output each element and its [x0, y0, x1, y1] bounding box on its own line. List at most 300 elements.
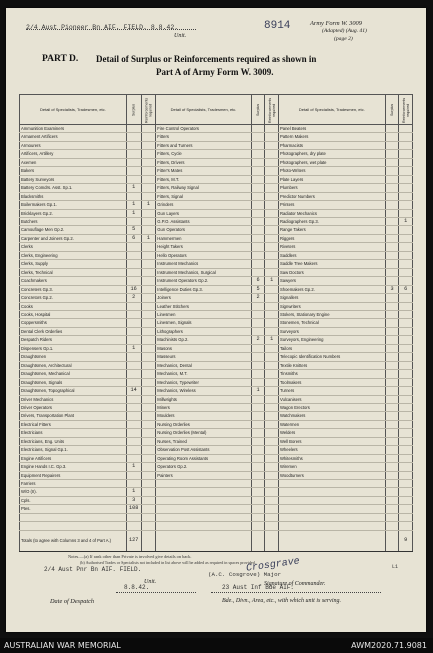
- surplus-cell: [385, 251, 399, 259]
- detail-cell: Printers: [278, 201, 385, 209]
- reinf-cell: [265, 496, 279, 504]
- reinf-cell: [399, 184, 413, 192]
- detail-cell: Radiographers Gp.3.: [278, 217, 385, 225]
- reinf-cell: 1: [399, 217, 413, 225]
- corner-mark: L1: [392, 564, 399, 570]
- detail-cell: Ammunition Examiners: [20, 125, 127, 133]
- surplus-cell: [126, 260, 141, 268]
- detail-cell: Vulcanisers: [278, 395, 385, 403]
- detail-cell: Predictor Numbers: [278, 192, 385, 200]
- reinf-cell: [141, 395, 156, 403]
- part-title-line1: Detail of Surplus or Reinforcements required as shown in: [96, 54, 317, 64]
- table-row: [20, 234, 413, 242]
- handwritten-signature: Crosgrave: [245, 556, 301, 575]
- surplus-cell: [251, 302, 265, 310]
- reinf-cell: [141, 463, 156, 471]
- surplus-cell: [126, 446, 141, 454]
- detail-cell: Wagon Erectors: [278, 403, 385, 411]
- surplus-cell: [251, 403, 265, 411]
- surplus-cell: [385, 454, 399, 462]
- surplus-cell: [385, 302, 399, 310]
- surplus-cell: [385, 184, 399, 192]
- date-dotted-line: [116, 592, 196, 593]
- surplus-cell: [126, 378, 141, 386]
- detail-cell: Draughtsmen, Architectural: [20, 361, 127, 369]
- reinf-cell: [265, 454, 279, 462]
- surplus-cell: [385, 361, 399, 369]
- table-row: [20, 370, 413, 378]
- reinf-cell: [399, 133, 413, 141]
- table-row: [20, 251, 413, 259]
- reinf-cell: [141, 387, 156, 395]
- note-a: Notes.—(a) If rank other than Private is involved give details on back.: [68, 554, 192, 559]
- surplus-cell: 108: [126, 505, 141, 513]
- surplus-cell: [385, 420, 399, 428]
- detail-cell: Woodturners: [278, 471, 385, 479]
- reinf-cell: [399, 234, 413, 242]
- reinf-cell: [265, 192, 279, 200]
- detail-cell: Signallers: [278, 294, 385, 302]
- detail-cell: Electricians, Signal Gp.1.: [20, 446, 127, 454]
- detail-cell: Moulders: [156, 412, 251, 420]
- detail-cell: Axemen: [20, 158, 127, 166]
- table-row: [20, 446, 413, 454]
- reinf-cell: [399, 378, 413, 386]
- reinf-cell: [265, 302, 279, 310]
- detail-cell: Coachmakers: [20, 277, 127, 285]
- surplus-cell: [126, 403, 141, 411]
- surplus-cell: [251, 175, 265, 183]
- reinf-cell: [141, 336, 156, 344]
- table-row: [20, 184, 413, 192]
- detail-cell: Surveyors, Engineering: [278, 336, 385, 344]
- table-row: [20, 141, 413, 149]
- reinf-cell: [399, 429, 413, 437]
- detail-cell: Clerks, Technical: [20, 268, 127, 276]
- surplus-cell: 16: [126, 285, 141, 293]
- detail-cell: Textile Knitters: [278, 361, 385, 369]
- detail-cell: [156, 505, 251, 513]
- surplus-cell: [251, 327, 265, 335]
- reinf-cell: [399, 403, 413, 411]
- surplus-cell: [251, 378, 265, 386]
- detail-cell: Battery Comdrs. Asst. Sp.1.: [20, 184, 127, 192]
- surplus-cell: [251, 412, 265, 420]
- table-row: [20, 378, 413, 386]
- surplus-cell: 1: [126, 201, 141, 209]
- surplus-cell: [385, 141, 399, 149]
- surplus-cell: [251, 505, 265, 513]
- reinf-cell: [265, 209, 279, 217]
- detail-cell: Cooks, Hospital: [20, 310, 127, 318]
- surplus-cell: [251, 226, 265, 234]
- surplus-cell: [251, 496, 265, 504]
- reinf-cell: [399, 395, 413, 403]
- reinf-cell: [141, 327, 156, 335]
- detail-cell: Armament Artificers: [20, 133, 127, 141]
- surplus-cell: [385, 209, 399, 217]
- detail-cell: Linesmen: [156, 310, 251, 318]
- surplus-cell: [385, 158, 399, 166]
- detail-cell: Millwrights: [156, 395, 251, 403]
- surplus-cell: [385, 319, 399, 327]
- detail-cell: Battery Surveyors: [20, 175, 127, 183]
- detail-cell: Painters: [156, 471, 251, 479]
- specialists-table: [19, 94, 413, 552]
- surplus-cell: 1: [126, 209, 141, 217]
- reinf-cell: [265, 260, 279, 268]
- reinf-cell: 1: [265, 277, 279, 285]
- reinf-cell: [265, 370, 279, 378]
- reinf-cell: [141, 125, 156, 133]
- table-row: [20, 243, 413, 251]
- reinf-cell: [399, 319, 413, 327]
- reinf-cell: [399, 251, 413, 259]
- detail-cell: Clerks, Supply: [20, 260, 127, 268]
- surplus-cell: [126, 133, 141, 141]
- surplus-cell: [251, 370, 265, 378]
- detail-cell: Radiator Mechanics: [278, 209, 385, 217]
- reinf-cell: [399, 463, 413, 471]
- table-row: [20, 201, 413, 209]
- col-header-detail-2: Detail of Specialists, Tradesmen, etc.: [156, 95, 251, 125]
- surplus-cell: [251, 133, 265, 141]
- reinf-cell: [141, 294, 156, 302]
- reinf-cell: [141, 268, 156, 276]
- surplus-cell: [251, 454, 265, 462]
- detail-cell: Toolmakers: [278, 378, 385, 386]
- col-header-reinf-3: Reinforcements required: [399, 95, 413, 125]
- surplus-cell: [385, 378, 399, 386]
- surplus-cell: [251, 150, 265, 158]
- surplus-cell: [385, 446, 399, 454]
- detail-cell: Well Borers: [278, 437, 385, 445]
- detail-cell: Intelligence Duties Gp.3.: [156, 285, 251, 293]
- reinf-cell: [399, 454, 413, 462]
- detail-cell: [278, 505, 385, 513]
- detail-cell: Instrument Mechanics: [156, 260, 251, 268]
- surplus-cell: [385, 353, 399, 361]
- table-row: [20, 167, 413, 175]
- surplus-cell: [251, 268, 265, 276]
- detail-cell: Boilermakers Gp.1.: [20, 201, 127, 209]
- col-header-detail-3: Detail of Specialists, Tradesmen, etc.: [278, 95, 385, 125]
- archive-id: AWM2020.71.9081: [351, 641, 427, 650]
- archive-name: AUSTRALIAN WAR MEMORIAL: [4, 641, 121, 650]
- reinf-cell: [265, 378, 279, 386]
- detail-cell: [278, 488, 385, 496]
- detail-cell: Drivers, Transportation Plant: [20, 412, 127, 420]
- detail-cell: Fitter's Mates: [156, 167, 251, 175]
- reinf-cell: [265, 285, 279, 293]
- surplus-cell: 3: [385, 285, 399, 293]
- table-row: [20, 125, 413, 133]
- reinf-cell: [265, 201, 279, 209]
- detail-cell: Pattern Makers: [278, 133, 385, 141]
- reinf-cell: [141, 209, 156, 217]
- surplus-cell: [126, 150, 141, 158]
- reinf-cell: [141, 370, 156, 378]
- detail-cell: Nursing Orderlies (Mental): [156, 429, 251, 437]
- table-row: [20, 277, 413, 285]
- detail-cell: Saddlers: [278, 251, 385, 259]
- detail-cell: G.P.O. Assistants: [156, 217, 251, 225]
- detail-cell: Height Takers: [156, 243, 251, 251]
- surplus-cell: [385, 268, 399, 276]
- detail-cell: Concretors Gp.2.: [20, 294, 127, 302]
- reinf-cell: [265, 150, 279, 158]
- surplus-cell: [126, 336, 141, 344]
- detail-cell: Draughtsmen: [20, 353, 127, 361]
- detail-cell: Concreters Gp.3.: [20, 285, 127, 293]
- reinf-cell: [399, 370, 413, 378]
- detail-cell: Mechanics, Typewriter: [156, 378, 251, 386]
- detail-cell: Instrument Operators Gp.2.: [156, 277, 251, 285]
- surplus-cell: [385, 480, 399, 488]
- surplus-cell: [126, 480, 141, 488]
- reinf-cell: [141, 437, 156, 445]
- detail-cell: Despatch Riders: [20, 336, 127, 344]
- table-row: [20, 158, 413, 166]
- table-row: [20, 336, 413, 344]
- detail-cell: Draughtsmen, Topographical: [20, 387, 127, 395]
- detail-cell: Fitters, Railway Signal: [156, 184, 251, 192]
- reinf-cell: [399, 277, 413, 285]
- detail-cell: Stonemen, Technical: [278, 319, 385, 327]
- detail-cell: Stokers, Stationary Engine: [278, 310, 385, 318]
- reinf-cell: [265, 344, 279, 352]
- surplus-cell: [385, 150, 399, 158]
- surplus-cell: [126, 327, 141, 335]
- reinf-cell: [141, 454, 156, 462]
- reinf-cell: [399, 243, 413, 251]
- detail-cell: Carpenter and Joiners Gp.2.: [20, 234, 127, 242]
- surplus-cell: [385, 167, 399, 175]
- unit-label-2: Unit.: [144, 579, 157, 585]
- surplus-cell: [385, 471, 399, 479]
- surplus-cell: [385, 226, 399, 234]
- detail-cell: Saddle Tree Makers: [278, 260, 385, 268]
- detail-cell: Tinsmiths: [278, 370, 385, 378]
- reinf-cell: [265, 175, 279, 183]
- surplus-cell: [385, 488, 399, 496]
- surplus-cell: 14: [126, 387, 141, 395]
- table-row: [20, 412, 413, 420]
- surplus-cell: [251, 251, 265, 259]
- surplus-cell: [126, 192, 141, 200]
- table-row: [20, 310, 413, 318]
- detail-cell: Machinists Gp.2.: [156, 336, 251, 344]
- reinf-cell: [141, 496, 156, 504]
- reinf-cell: [399, 150, 413, 158]
- reinf-cell: [399, 302, 413, 310]
- reinf-cell: 1: [265, 336, 279, 344]
- signature-title: (A.C. Cosgrove) Major: [208, 571, 282, 578]
- surplus-cell: 5: [251, 285, 265, 293]
- detail-cell: Mechanics, M.T.: [156, 370, 251, 378]
- reinf-cell: [399, 496, 413, 504]
- typed-unit-line-2: 2/4 Aust Pnr Bn AIF. FIELD.: [44, 566, 142, 573]
- total-surplus: 127: [126, 530, 141, 551]
- surplus-cell: [385, 260, 399, 268]
- detail-cell: [156, 488, 251, 496]
- reinf-cell: [399, 480, 413, 488]
- reinf-cell: [399, 226, 413, 234]
- detail-cell: Welders: [278, 429, 385, 437]
- detail-cell: Equipment Repairers: [20, 471, 127, 479]
- surplus-cell: [385, 505, 399, 513]
- surplus-cell: [251, 437, 265, 445]
- detail-cell: Cooks: [20, 302, 127, 310]
- detail-cell: Plate Layers: [278, 175, 385, 183]
- reinf-cell: [141, 361, 156, 369]
- detail-cell: Fitters: [156, 133, 251, 141]
- reinf-cell: [399, 260, 413, 268]
- detail-cell: Operating Room Assistants: [156, 454, 251, 462]
- detail-cell: Fitters and Turners: [156, 141, 251, 149]
- reinf-cell: [265, 217, 279, 225]
- date-of-despatch-label: Date of Despatch: [50, 598, 95, 605]
- surplus-cell: [251, 471, 265, 479]
- detail-cell: Saw Doctors: [278, 268, 385, 276]
- detail-cell: Butchers: [20, 217, 127, 225]
- reinf-cell: [141, 344, 156, 352]
- reinf-cell: [265, 429, 279, 437]
- detail-cell: Ptes.: [20, 505, 127, 513]
- detail-cell: Linesmen, Signals: [156, 319, 251, 327]
- table-row: [20, 454, 413, 462]
- table-row: [20, 496, 413, 504]
- surplus-cell: [251, 446, 265, 454]
- col-header-reinf-2: Reinforcements required: [265, 95, 279, 125]
- detail-cell: Bakers: [20, 167, 127, 175]
- reinf-cell: [265, 234, 279, 242]
- reinf-cell: [265, 361, 279, 369]
- bde-label: Bde., Divn., Area, etc., with which unit is serving.: [222, 598, 341, 604]
- surplus-cell: [385, 387, 399, 395]
- reinf-cell: [141, 353, 156, 361]
- reinf-cell: [265, 294, 279, 302]
- detail-cell: Electricians, Eng. Units: [20, 437, 127, 445]
- reinf-cell: [141, 446, 156, 454]
- surplus-cell: [251, 234, 265, 242]
- surplus-cell: [251, 395, 265, 403]
- detail-cell: Telecopic Identification Numbers: [278, 353, 385, 361]
- detail-cell: Surveyors: [278, 327, 385, 335]
- detail-cell: Armourers: [20, 141, 127, 149]
- detail-cell: Hello Operators: [156, 251, 251, 259]
- table-row: [20, 260, 413, 268]
- surplus-cell: [251, 192, 265, 200]
- reinf-cell: [399, 125, 413, 133]
- table-row: [20, 480, 413, 488]
- table-row: [20, 505, 413, 513]
- table-row: [20, 420, 413, 428]
- surplus-cell: [126, 310, 141, 318]
- reinf-cell: [399, 446, 413, 454]
- surplus-cell: [126, 429, 141, 437]
- surplus-cell: [126, 302, 141, 310]
- surplus-cell: [251, 420, 265, 428]
- reinf-cell: [265, 420, 279, 428]
- table-row: [20, 344, 413, 352]
- table-row: [20, 387, 413, 395]
- detail-cell: W/O (II).: [20, 488, 127, 496]
- detail-cell: Panel Beaters: [278, 125, 385, 133]
- reinf-cell: [265, 437, 279, 445]
- detail-cell: Joiners: [156, 294, 251, 302]
- surplus-cell: [251, 141, 265, 149]
- reinf-cell: [141, 243, 156, 251]
- surplus-cell: [385, 496, 399, 504]
- table-row: [20, 471, 413, 479]
- detail-cell: Pharmacists: [278, 141, 385, 149]
- detail-cell: Instrument Mechanics, Surgical: [156, 268, 251, 276]
- detail-cell: Draughtsmen, Mechanical: [20, 370, 127, 378]
- table-row: [20, 429, 413, 437]
- surplus-cell: [385, 277, 399, 285]
- signature-label: Signature of Commander.: [264, 581, 326, 587]
- surplus-cell: [126, 167, 141, 175]
- detail-cell: [278, 496, 385, 504]
- table-row: [20, 488, 413, 496]
- table-row: [20, 437, 413, 445]
- surplus-cell: [251, 209, 265, 217]
- detail-cell: Photographers, dry plate: [278, 150, 385, 158]
- detail-cell: Observation Post Assistants: [156, 446, 251, 454]
- detail-cell: Wiremen: [278, 463, 385, 471]
- reinf-cell: [141, 141, 156, 149]
- surplus-cell: [126, 370, 141, 378]
- table-row: [20, 294, 413, 302]
- reinf-cell: [399, 310, 413, 318]
- reinf-cell: [399, 294, 413, 302]
- detail-cell: Grinders: [156, 201, 251, 209]
- table-row: [20, 175, 413, 183]
- surplus-cell: [126, 277, 141, 285]
- reinf-cell: [265, 167, 279, 175]
- detail-cell: Plumbers: [278, 184, 385, 192]
- reinf-cell: [399, 471, 413, 479]
- table-row: [20, 192, 413, 200]
- detail-cell: Leather Stitchers: [156, 302, 251, 310]
- surplus-cell: 1: [251, 387, 265, 395]
- detail-cell: Range Takers: [278, 226, 385, 234]
- surplus-cell: [251, 217, 265, 225]
- note-b: (b) Authorised Trades or Specialists not included in list above will be added as required in spaces provided.: [80, 560, 256, 565]
- detail-cell: Watchmakers: [278, 412, 385, 420]
- reinf-cell: [265, 141, 279, 149]
- reinf-cell: [141, 420, 156, 428]
- surplus-cell: [385, 192, 399, 200]
- detail-cell: Engine Hands I.C. Gp.3.: [20, 463, 127, 471]
- detail-cell: Cpls.: [20, 496, 127, 504]
- reinf-cell: [265, 133, 279, 141]
- reinf-cell: [141, 251, 156, 259]
- reinf-cell: [141, 403, 156, 411]
- reinf-cell: [399, 420, 413, 428]
- surplus-cell: 2: [251, 336, 265, 344]
- surplus-cell: [385, 412, 399, 420]
- detail-cell: Gun Layers: [156, 209, 251, 217]
- reinf-cell: [141, 158, 156, 166]
- reinf-cell: [399, 336, 413, 344]
- surplus-cell: [251, 201, 265, 209]
- surplus-cell: 1: [126, 463, 141, 471]
- surplus-cell: [385, 217, 399, 225]
- surplus-cell: [251, 125, 265, 133]
- typed-brigade: 23 Aust Inf Bde AIF.: [222, 584, 295, 591]
